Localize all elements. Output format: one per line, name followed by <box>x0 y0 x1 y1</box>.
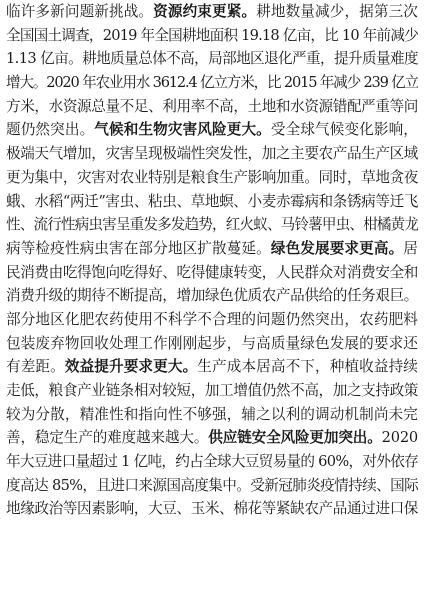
text-line <box>6 47 418 71</box>
text-line <box>6 24 418 48</box>
body-text: 部分地区化肥农药使用不科学不合理的问题仍然突出，农药肥料 <box>6 310 418 328</box>
text-line <box>6 474 418 498</box>
bold-heading-text: 气候和生物灾害风险更大。 <box>94 121 271 139</box>
body-text: 极端天气增加，灾害呈现极端性突发性，加之主要农产品生产区域 <box>6 145 418 163</box>
body-text: 题仍然突出。 <box>6 121 95 139</box>
body-text: 全国国土调查，2019 年全国耕地面积 19.18 亿亩，比 10 年前减少 <box>6 26 418 44</box>
text-line <box>6 71 418 95</box>
text-line <box>6 284 418 308</box>
text-line <box>6 497 418 521</box>
body-text: 受全球气候变化影响， <box>270 121 418 139</box>
text-line <box>6 332 418 356</box>
bold-heading-text: 效益提升要求更大。 <box>64 358 198 376</box>
text-line <box>6 379 418 403</box>
body-text: 度高达 85%，且进口来源国高度集中。受新冠肺炎疫情持续、国际 <box>6 476 418 494</box>
body-text: 蛾、水稻“两迁”害虫、粘虫、草地螟、小麦赤霉病和条锈病等迁飞 <box>6 192 418 210</box>
text-line <box>6 190 418 214</box>
body-text: 2020 <box>381 429 418 447</box>
body-text: 病等检疫性病虫害在部分地区扩散蔓延。 <box>6 239 271 257</box>
text-line <box>6 237 418 261</box>
body-text: 性、流行性病虫害呈重发多发趋势，红火蚁、马铃薯甲虫、柑橘黄龙 <box>6 216 418 234</box>
body-text: 有差距。 <box>6 358 65 376</box>
body-text: 年大豆进口量超过 1 亿吨，约占全球大豆贸易量的 60%，对外依存 <box>6 453 418 471</box>
bold-heading-text: 供应链安全风险更加突出。 <box>208 429 382 447</box>
text-line <box>6 0 418 24</box>
body-text: 较为分散，精准性和指向性不够强，辅之以利的调动机制尚未完 <box>6 405 418 423</box>
text-line <box>6 261 418 285</box>
text-line <box>6 426 418 450</box>
body-text: 临许多新问题新挑战。 <box>6 3 154 20</box>
text-line <box>6 213 418 237</box>
text-line <box>6 403 418 427</box>
text-line <box>6 118 418 142</box>
body-text: 善，稳定生产的难度越来越大。 <box>6 429 209 447</box>
text-line <box>6 142 418 166</box>
body-text: 民消费由吃得饱向吃得好、吃得健康转变，人民群众对消费安全和 <box>6 263 418 281</box>
text-line <box>6 166 418 190</box>
text-line <box>6 95 418 119</box>
body-text: 方米，水资源总量不足、利用率不高，土地和水资源错配严重等问 <box>6 97 418 115</box>
body-text: 走低，粮食产业链条相对较短，加工增值仍然不高，加之支持政策 <box>6 382 418 399</box>
body-text: 增大。2020 年农业用水 3612.4 亿立方米，比 2015 年减少 239 亿立 <box>6 74 418 92</box>
text-line <box>6 450 418 474</box>
bold-heading-text: 绿色发展要求更高。 <box>270 239 404 257</box>
body-text: 生产成本居高不下，种植收益持续 <box>197 358 418 376</box>
body-text: 居 <box>403 239 418 257</box>
text-line <box>6 355 418 379</box>
body-text: 1.13 亿亩。耕地质量总体不高，局部地区退化严重，提升质量难度 <box>6 50 418 68</box>
body-text: 包装废弃物回收处理工作刚刚起步，与高质量绿色发展的要求还 <box>6 334 418 352</box>
bold-heading-text: 资源约束更紧。 <box>153 3 257 20</box>
text-line <box>6 308 418 332</box>
body-text: 耕地数量减少，据第三次 <box>256 3 418 20</box>
body-text: 消费升级的期待不断提高，增加绿色优质农产品供给的任务艰巨。 <box>6 287 418 305</box>
body-text: 更为集中，灾害对农业特别是粮食生产影响加重。同时，草地贪夜 <box>6 168 418 186</box>
body-text: 地缘政治等因素影响，大豆、玉米、棉花等紧缺农产品通过进口保 <box>6 500 418 518</box>
